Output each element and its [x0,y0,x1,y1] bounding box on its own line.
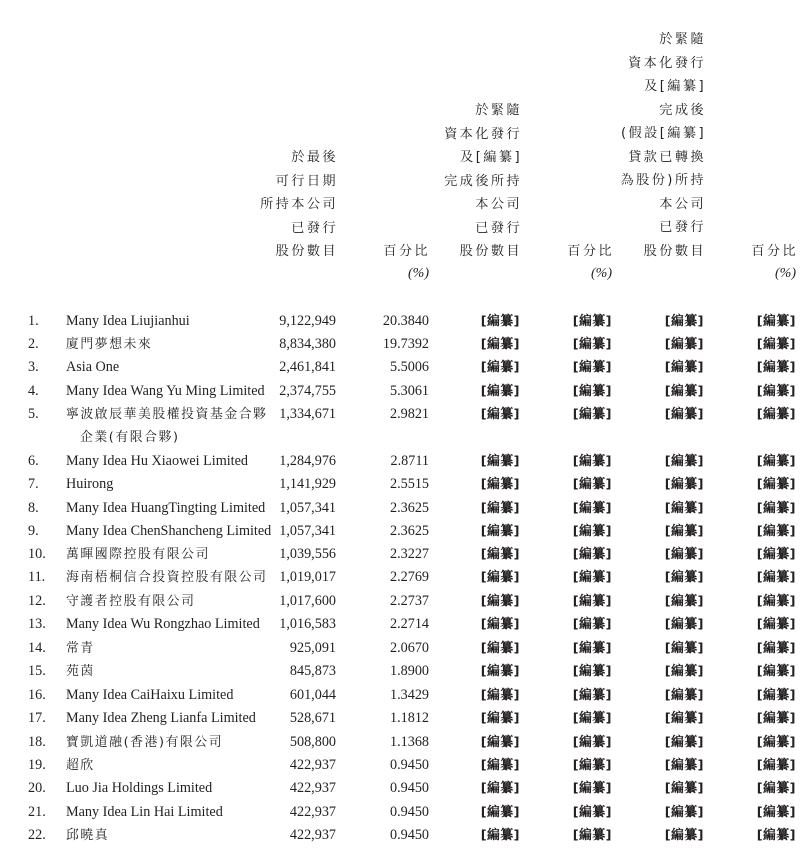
redacted-cell-1: [編纂] [480,454,520,469]
shareholder-name: 常青 [66,641,95,656]
redacted-cell-2: [編纂] [572,758,612,773]
shareholder-name: Many Idea ChenShancheng Limited [66,523,272,539]
shareholding-percentage: 1.8900 [389,663,429,679]
shares-count: 2,461,841 [279,359,336,375]
header-percentage-1-unit: (%) [408,266,429,281]
shares-count: 1,057,341 [279,500,336,516]
redacted-cell-3: [編纂] [664,314,704,329]
redacted-cell-4: [編纂] [756,477,796,492]
row-number: 15. [28,663,46,679]
redacted-cell-3: [編纂] [664,384,704,399]
redacted-cell-4: [編纂] [756,735,796,750]
redacted-cell-4: [編纂] [756,664,796,679]
redacted-cell-2: [編纂] [572,314,612,329]
redacted-cell-3: [編纂] [664,688,704,703]
redacted-cell-1: [編纂] [480,547,520,562]
header-percentage-2-unit: (%) [591,266,612,281]
row-number: 21. [28,804,46,820]
redacted-cell-2: [編纂] [572,664,612,679]
redacted-cell-3: [編纂] [664,735,704,750]
table-row [0,707,808,730]
redacted-cell-4: [編纂] [756,314,796,329]
shareholder-name: Many Idea Hu Xiaowei Limited [66,453,249,469]
redacted-cell-3: [編纂] [664,501,704,516]
redacted-cell-1: [編纂] [480,828,520,843]
shareholder-name-continued: 企業(有限合夥) [80,430,180,445]
shareholding-percentage: 0.9450 [389,757,429,773]
shareholding-percentage: 2.3625 [389,500,429,516]
row-number: 18. [28,734,46,750]
shareholder-name: Many Idea Wu Rongzhao Limited [66,616,260,632]
redacted-cell-2: [編纂] [572,641,612,656]
redacted-cell-3: [編纂] [664,711,704,726]
shareholding-percentage: 2.3227 [389,546,429,562]
row-number: 2. [28,336,39,352]
shareholder-name: 超欣 [66,758,95,773]
redacted-cell-4: [編纂] [756,454,796,469]
table-row [0,754,808,777]
row-number: 1. [28,313,39,329]
shareholder-name: Huirong [66,476,114,492]
table-row [0,543,808,566]
redacted-cell-1: [編纂] [480,337,520,352]
redacted-cell-4: [編纂] [756,711,796,726]
table-row [0,731,808,754]
redacted-cell-2: [編纂] [572,477,612,492]
header-percentage-2: 百分比 [567,244,614,259]
redacted-cell-1: [編纂] [480,477,520,492]
table-row [0,637,808,660]
shareholding-percentage: 0.9450 [389,780,429,796]
shares-count: 422,937 [289,827,336,843]
redacted-cell-1: [編纂] [480,360,520,375]
table-row [0,333,808,356]
table-row [0,520,808,543]
shareholder-name: Luo Jia Holdings Limited [66,780,213,796]
shares-count: 925,091 [289,640,336,656]
row-number: 16. [28,687,46,703]
table-row [0,380,808,403]
redacted-cell-3: [編纂] [664,594,704,609]
redacted-cell-2: [編纂] [572,594,612,609]
redacted-cell-3: [編纂] [664,477,704,492]
row-number: 12. [28,593,46,609]
shareholder-name: 寧波啟辰華美股權投資基金合夥 [66,407,268,422]
table-row [0,356,808,379]
redacted-cell-3: [編纂] [664,641,704,656]
redacted-cell-2: [編纂] [572,711,612,726]
header-percentage-1: 百分比 [383,244,430,259]
redacted-cell-1: [編纂] [480,570,520,585]
redacted-cell-1: [編纂] [480,407,520,422]
row-number: 10. [28,546,46,562]
redacted-cell-4: [編纂] [756,594,796,609]
redacted-cell-4: [編纂] [756,570,796,585]
shareholding-percentage: 0.9450 [389,804,429,820]
shares-count: 1,017,600 [279,593,336,609]
redacted-cell-3: [編纂] [664,758,704,773]
redacted-cell-2: [編纂] [572,735,612,750]
shareholder-name: 萬暉國際控股有限公司 [66,547,210,562]
shareholding-percentage: 2.2714 [389,616,429,632]
row-number: 7. [28,476,39,492]
redacted-cell-1: [編纂] [480,314,520,329]
redacted-cell-2: [編纂] [572,570,612,585]
shareholding-percentage: 2.5515 [389,476,429,492]
redacted-cell-1: [編纂] [480,711,520,726]
redacted-cell-3: [編纂] [664,664,704,679]
header-percentage-3-unit: (%) [775,266,796,281]
table-row [0,497,808,520]
row-number: 11. [28,569,46,585]
redacted-cell-2: [編纂] [572,805,612,820]
redacted-cell-2: [編纂] [572,828,612,843]
shares-count: 845,873 [289,663,336,679]
row-number: 6. [28,453,39,469]
shareholding-percentage: 5.3061 [389,383,429,399]
shareholding-percentage: 1.1812 [389,710,429,726]
redacted-cell-4: [編纂] [756,617,796,632]
redacted-cell-3: [編纂] [664,454,704,469]
shareholder-name: Many Idea Wang Yu Ming Limited [66,383,265,399]
table-row [0,613,808,636]
redacted-cell-2: [編纂] [572,501,612,516]
redacted-cell-4: [編纂] [756,384,796,399]
row-number: 22. [28,827,46,843]
header-shares-after-loan-conversion: 於緊隨 資本化發行 及[編纂] 完成後 (假設[編纂] 貸款已轉換 為股份)所持 本公司 已發行 股份數目 [620,32,706,259]
shareholder-name: Many Idea HuangTingting Limited [66,500,266,516]
redacted-cell-1: [編纂] [480,781,520,796]
redacted-cell-2: [編纂] [572,688,612,703]
redacted-cell-2: [編纂] [572,547,612,562]
redacted-cell-3: [編纂] [664,524,704,539]
table-row [0,824,808,847]
header-percentage-3: 百分比 [751,244,798,259]
redacted-cell-2: [編纂] [572,617,612,632]
shareholder-name: 苑茵 [66,664,95,679]
redacted-cell-4: [編纂] [756,524,796,539]
shares-count: 1,019,017 [279,569,336,585]
row-number: 9. [28,523,39,539]
row-number: 17. [28,710,46,726]
redacted-cell-3: [編纂] [664,828,704,843]
shareholding-percentage: 2.8711 [390,453,429,469]
table-row [0,660,808,683]
redacted-cell-1: [編纂] [480,688,520,703]
redacted-cell-2: [編纂] [572,781,612,796]
row-number: 13. [28,616,46,632]
shares-count: 1,334,671 [279,406,336,422]
shareholder-name: Many Idea Zheng Lianfa Limited [66,710,256,726]
redacted-cell-1: [編纂] [480,805,520,820]
shares-count: 8,834,380 [279,336,336,352]
redacted-cell-1: [編纂] [480,758,520,773]
header-shares-latest: 於最後 可行日期 所持本公司 已發行 股份數目 [260,150,338,259]
redacted-cell-4: [編纂] [756,501,796,516]
shareholder-name: Asia One [66,359,120,375]
redacted-cell-4: [編纂] [756,758,796,773]
redacted-cell-3: [編纂] [664,781,704,796]
shares-count: 528,671 [289,710,336,726]
table-row [0,777,808,800]
table-row [0,310,808,333]
redacted-cell-4: [編纂] [756,407,796,422]
shareholding-percentage: 2.2737 [389,593,429,609]
redacted-cell-3: [編纂] [664,805,704,820]
redacted-cell-2: [編纂] [572,360,612,375]
shares-count: 422,937 [289,780,336,796]
table-row [0,801,808,824]
shareholder-name: Many Idea Lin Hai Limited [66,804,223,820]
shares-count: 1,284,976 [279,453,336,469]
redacted-cell-2: [編纂] [572,384,612,399]
redacted-cell-2: [編纂] [572,337,612,352]
shareholding-percentage: 2.3625 [389,523,429,539]
redacted-cell-1: [編纂] [480,501,520,516]
redacted-cell-1: [編纂] [480,384,520,399]
shareholding-percentage: 2.2769 [389,569,429,585]
shareholder-name: 寶凱道融(香港)有限公司 [66,735,224,750]
shareholder-name: 邱曉真 [66,828,110,843]
row-number: 5. [28,406,39,422]
row-number: 19. [28,757,46,773]
redacted-cell-1: [編纂] [480,664,520,679]
table-row [0,684,808,707]
redacted-cell-3: [編纂] [664,617,704,632]
shares-count: 601,044 [289,687,336,703]
row-number: 3. [28,359,39,375]
row-number: 4. [28,383,39,399]
redacted-cell-4: [編纂] [756,781,796,796]
shareholding-percentage: 1.1368 [389,734,429,750]
row-number: 14. [28,640,46,656]
shares-count: 1,057,341 [279,523,336,539]
redacted-cell-2: [編纂] [572,524,612,539]
redacted-cell-1: [編纂] [480,735,520,750]
shares-count: 422,937 [289,804,336,820]
row-number: 8. [28,500,39,516]
shares-count: 1,039,556 [279,546,336,562]
shareholding-percentage: 5.5006 [389,359,429,375]
row-number: 20. [28,780,46,796]
shareholding-percentage: 2.9821 [389,406,429,422]
table-row [0,450,808,473]
shares-count: 9,122,949 [279,313,336,329]
redacted-cell-3: [編纂] [664,407,704,422]
shareholding-percentage: 1.3429 [389,687,429,703]
redacted-cell-1: [編纂] [480,524,520,539]
shareholding-percentage: 0.9450 [389,827,429,843]
redacted-cell-4: [編纂] [756,828,796,843]
redacted-cell-4: [編纂] [756,641,796,656]
redacted-cell-1: [編纂] [480,594,520,609]
shareholding-percentage: 2.0670 [389,640,429,656]
redacted-cell-3: [編纂] [664,570,704,585]
shares-count: 1,141,929 [279,476,336,492]
redacted-cell-3: [編纂] [664,360,704,375]
redacted-cell-4: [編纂] [756,688,796,703]
shareholder-name: 海南梧桐信合投資控股有限公司 [66,570,268,585]
redacted-cell-1: [編纂] [480,641,520,656]
shareholding-percentage: 20.3840 [382,313,429,329]
shares-count: 422,937 [289,757,336,773]
redacted-cell-2: [編纂] [572,454,612,469]
redacted-cell-2: [編纂] [572,407,612,422]
table-row [0,566,808,589]
shareholder-name: Many Idea Liujianhui [66,313,190,329]
table-row [0,403,808,445]
redacted-cell-3: [編纂] [664,337,704,352]
redacted-cell-4: [編纂] [756,337,796,352]
redacted-cell-3: [編纂] [664,547,704,562]
shareholder-name: 守護者控股有限公司 [66,594,196,609]
redacted-cell-1: [編纂] [480,617,520,632]
table-row [0,473,808,496]
shares-count: 508,800 [289,734,336,750]
shareholding-percentage: 19.7392 [382,336,429,352]
redacted-cell-4: [編纂] [756,360,796,375]
shareholder-name: 廈門夢想未來 [66,337,153,352]
redacted-cell-4: [編纂] [756,805,796,820]
table-row [0,590,808,613]
header-shares-after-capitalisation: 於緊隨 資本化發行 及[編纂] 完成後所持 本公司 已發行 股份數目 [444,103,522,259]
shares-count: 2,374,755 [279,383,336,399]
redacted-cell-4: [編纂] [756,547,796,562]
shares-count: 1,016,583 [279,616,336,632]
shareholder-name: Many Idea CaiHaixu Limited [66,687,234,703]
